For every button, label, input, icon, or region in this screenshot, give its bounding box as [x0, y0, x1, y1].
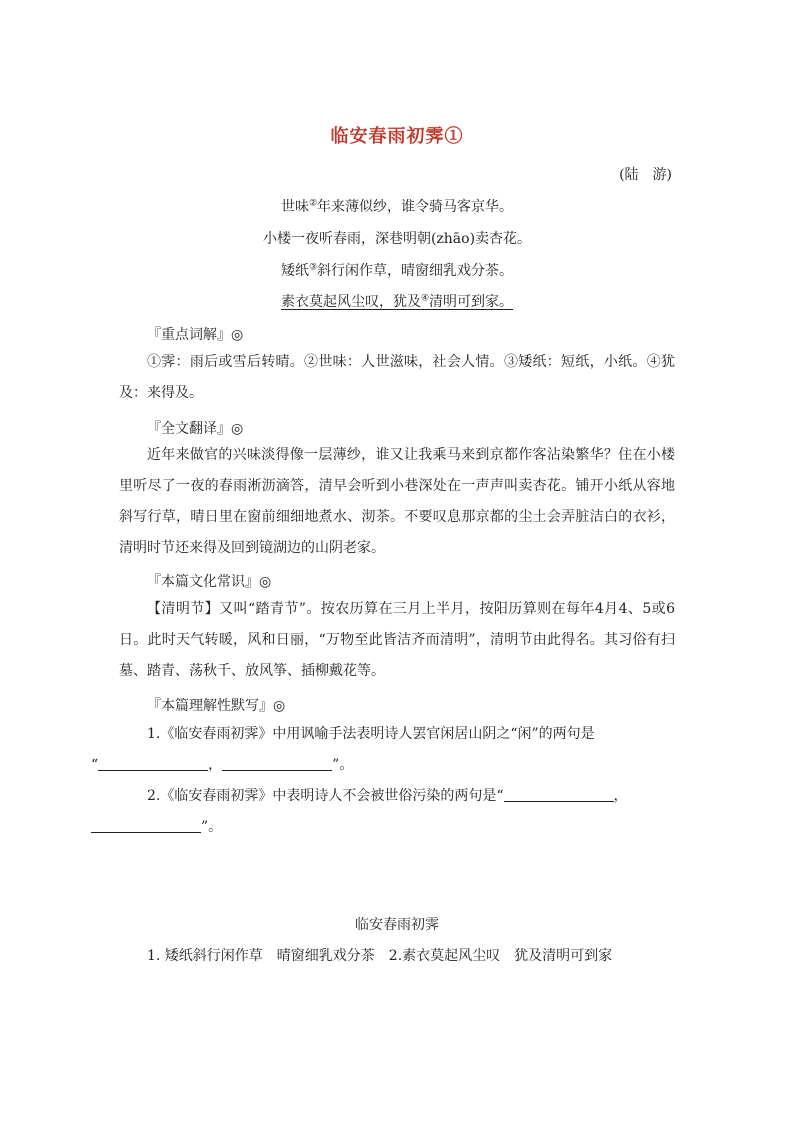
footnote-marker-4: ④	[420, 293, 430, 304]
poem-line-4-underlined	[281, 294, 513, 310]
glossary-heading: 『重点词解』◎	[147, 327, 244, 343]
question-2	[119, 781, 675, 843]
question-2-close-quote: ”。	[201, 819, 223, 835]
answer-blank-2b[interactable]	[91, 818, 201, 833]
question-1-open-quote: “	[91, 757, 99, 773]
answers-text: 1. 矮纸斜行闲作草 晴窗细乳戏分茶 2.素衣莫起风尘叹 犹及清明可到家	[147, 948, 613, 964]
question-2-text: 2.《临安春雨初霁》中表明诗人不会被世俗污染的两句是“	[147, 788, 504, 804]
poem-line-3	[0, 260, 794, 280]
question-1	[91, 719, 675, 781]
culture-heading: 『本篇文化常识』◎	[147, 574, 272, 590]
footnote-marker-2: ②	[308, 198, 318, 209]
poem-author: (陆 游)	[619, 167, 672, 183]
poem-title: 临安春雨初霁①	[330, 126, 464, 147]
question-2-separator: ，	[613, 788, 628, 804]
glossary-text: ①霁：雨后或雪后转晴。②世味：人世滋味，社会人情。③矮纸：短纸，小纸。④犹及：来得及。	[119, 354, 675, 401]
poem-line-2: 小楼一夜听春雨，深巷明朝(zhāo)卖杏花。	[262, 231, 532, 247]
translation-heading: 『全文翻译』◎	[147, 421, 244, 437]
culture-text: 【清明节】又叫“踏青节”。按农历算在三月上半月，按阳历算则在每年4月4、5或6日。此时天气转暖，风和日丽，“万物至此皆洁齐而清明”，清明节由此得名。其习俗有扫墓、踏青、荡秋千、放风筝、插柳戴花等。	[119, 601, 675, 679]
poem-line-1-b: 年来薄似纱，谁令骑马客京华。	[317, 199, 514, 215]
answer-blank-1b[interactable]	[222, 756, 332, 771]
poem-line-1	[0, 196, 794, 216]
question-1-close-quote: ”。	[332, 757, 354, 773]
poem-line-4-b: 清明可到家。	[429, 294, 514, 310]
poem-line-3-b: 斜行闲作草，晴窗细乳戏分茶。	[317, 263, 514, 279]
poem-line-4	[0, 291, 794, 311]
translation-text: 近年来做官的兴味淡得像一层薄纱，谁又让我乘马来到京都作客沾染繁华？住在小楼里听尽了一夜的春雨淅沥滴答，清早会听到小巷深处在一声声叫卖杏花。铺开小纸从容地斜写行草，晴日里在窗前细细地煮水、沏茶。不要叹息那京都的尘土会弄脏洁白的衣衫，清明时节还来得及回到镜湖边的山阴老家。	[119, 447, 675, 556]
question-1-text: 1.《临安春雨初霁》中用讽喻手法表明诗人罢官闲居山阴之“闲”的两句是	[147, 726, 595, 742]
dictation-heading: 『本篇理解性默写』◎	[147, 698, 286, 714]
answer-blank-1a[interactable]	[98, 756, 208, 771]
footnote-marker-3: ③	[308, 262, 318, 273]
poem-line-1-a: 世味	[280, 199, 309, 215]
answers-title: 临安春雨初霁	[355, 917, 439, 933]
question-1-separator: ，	[208, 757, 223, 773]
answer-blank-2a[interactable]	[504, 787, 614, 802]
poem-line-4-a: 素衣莫起风尘叹，犹及	[280, 294, 421, 310]
poem-line-3-a: 矮纸	[280, 263, 309, 279]
